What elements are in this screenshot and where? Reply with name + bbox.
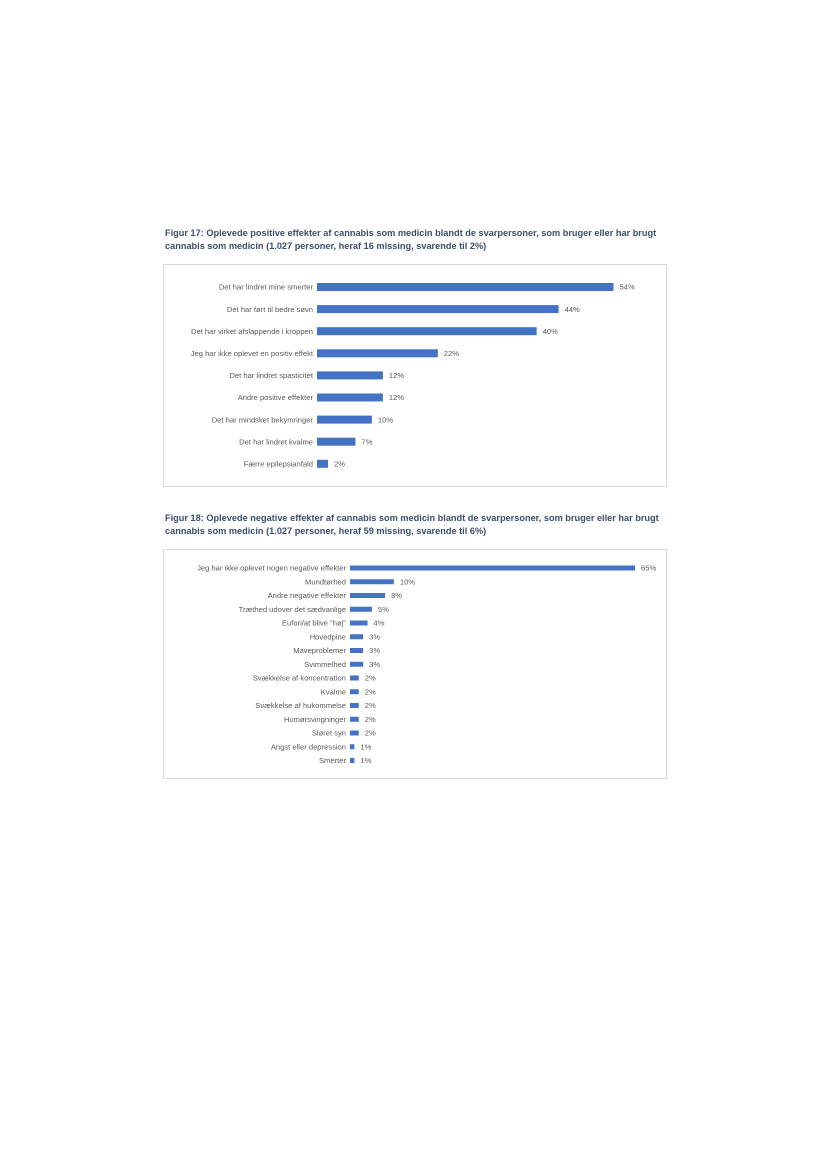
bar xyxy=(350,676,359,681)
figure-18-chart xyxy=(163,549,667,779)
figure-17-svg xyxy=(164,265,666,486)
data-label: 3% xyxy=(369,646,381,656)
data-label: 10% xyxy=(399,577,416,587)
category-label: Det har ført til bedre søvn xyxy=(226,304,313,314)
bar xyxy=(317,438,355,446)
category-label: Smerter xyxy=(318,756,346,766)
category-label: Det har lindret spasticitet xyxy=(229,371,313,381)
data-label: 2% xyxy=(364,687,376,697)
figure-17-chart xyxy=(163,264,667,487)
category-label: Mundtørhed xyxy=(305,577,346,587)
data-label: 2% xyxy=(364,673,376,683)
data-label: 3% xyxy=(369,632,381,642)
bar xyxy=(350,717,359,722)
category-label: Hovedpine xyxy=(309,632,346,642)
category-label: Det har virket afslappende i kroppen xyxy=(191,326,313,336)
category-label: Angst eller depression xyxy=(270,742,346,752)
bar xyxy=(350,662,363,667)
figure-18-svg xyxy=(164,550,666,778)
category-label: Svækkelse af hukommelse xyxy=(255,701,346,711)
category-label: Jeg har ikke oplevet en positiv effekt xyxy=(190,348,313,358)
data-label: 65% xyxy=(641,563,657,573)
data-label: 2% xyxy=(364,728,376,738)
bar xyxy=(350,566,635,571)
category-label: Træthed udover det sædvanlige xyxy=(238,604,346,614)
bar xyxy=(350,689,359,694)
data-label: 4% xyxy=(373,618,385,628)
category-label: Jeg har ikke oplevet nogen negative effekter xyxy=(197,563,346,573)
data-label: 44% xyxy=(564,304,580,314)
data-label: 3% xyxy=(369,659,381,669)
bar xyxy=(350,731,359,736)
data-label: 12% xyxy=(388,371,405,381)
data-label: 8% xyxy=(391,591,403,601)
bar xyxy=(350,744,354,749)
data-label: 2% xyxy=(364,714,376,724)
bar xyxy=(350,593,385,598)
category-label: Svimmelhed xyxy=(304,659,346,669)
category-label: Det har lindret kvalme xyxy=(239,437,313,447)
category-label: Humørsvingninger xyxy=(283,714,346,724)
bar xyxy=(350,703,359,708)
bar xyxy=(317,416,372,424)
bar xyxy=(317,327,537,335)
category-label: Det har lindret mine smerter xyxy=(218,282,313,292)
data-label: 7% xyxy=(361,437,373,447)
bar xyxy=(350,607,372,612)
bar xyxy=(350,621,368,626)
bar xyxy=(317,394,383,402)
data-label: 1% xyxy=(360,742,372,752)
category-label: Færre epilepsianfald xyxy=(243,459,313,469)
bar xyxy=(350,648,363,653)
data-label: 2% xyxy=(333,459,345,469)
bar xyxy=(317,283,614,291)
data-label: 54% xyxy=(619,282,635,292)
data-label: 1% xyxy=(360,756,372,766)
bar xyxy=(317,460,328,468)
category-label: Det har mindsket bekymringer xyxy=(211,415,313,425)
category-label: Eufori/at blive "høj" xyxy=(281,618,346,628)
category-label: Svækkelse af koncentration xyxy=(252,673,346,683)
category-label: Maveproblemer xyxy=(293,646,346,656)
data-label: 2% xyxy=(364,701,376,711)
data-label: 40% xyxy=(542,326,558,336)
figure-18-caption: Figur 18: Oplevede negative effekter af cannabis som medicin blandt de svarpersoner, som bruger eller har brugt cannabis som medicin (1.027 personer, heraf 59 missing, svarende til 6%) xyxy=(165,513,659,536)
category-label: Andre negative effekter xyxy=(267,591,346,601)
bar xyxy=(350,758,354,763)
bar xyxy=(317,349,438,357)
data-label: 10% xyxy=(377,415,394,425)
bar xyxy=(317,371,383,379)
category-label: Sløret syn xyxy=(311,728,346,738)
bar xyxy=(317,305,559,313)
data-label: 22% xyxy=(443,348,460,358)
data-label: 5% xyxy=(377,604,389,614)
category-label: Kvalme xyxy=(320,687,346,697)
bar xyxy=(350,579,394,584)
category-label: Andre positive effekter xyxy=(237,393,313,403)
figure-17-caption: Figur 17: Oplevede positive effekter af cannabis som medicin blandt de svarpersoner, som bruger eller har brugt cannabis som medicin (1.027 personer, heraf 16 missing, svarende til 2%) xyxy=(165,228,657,251)
bar xyxy=(350,634,363,639)
data-label: 12% xyxy=(388,393,405,403)
